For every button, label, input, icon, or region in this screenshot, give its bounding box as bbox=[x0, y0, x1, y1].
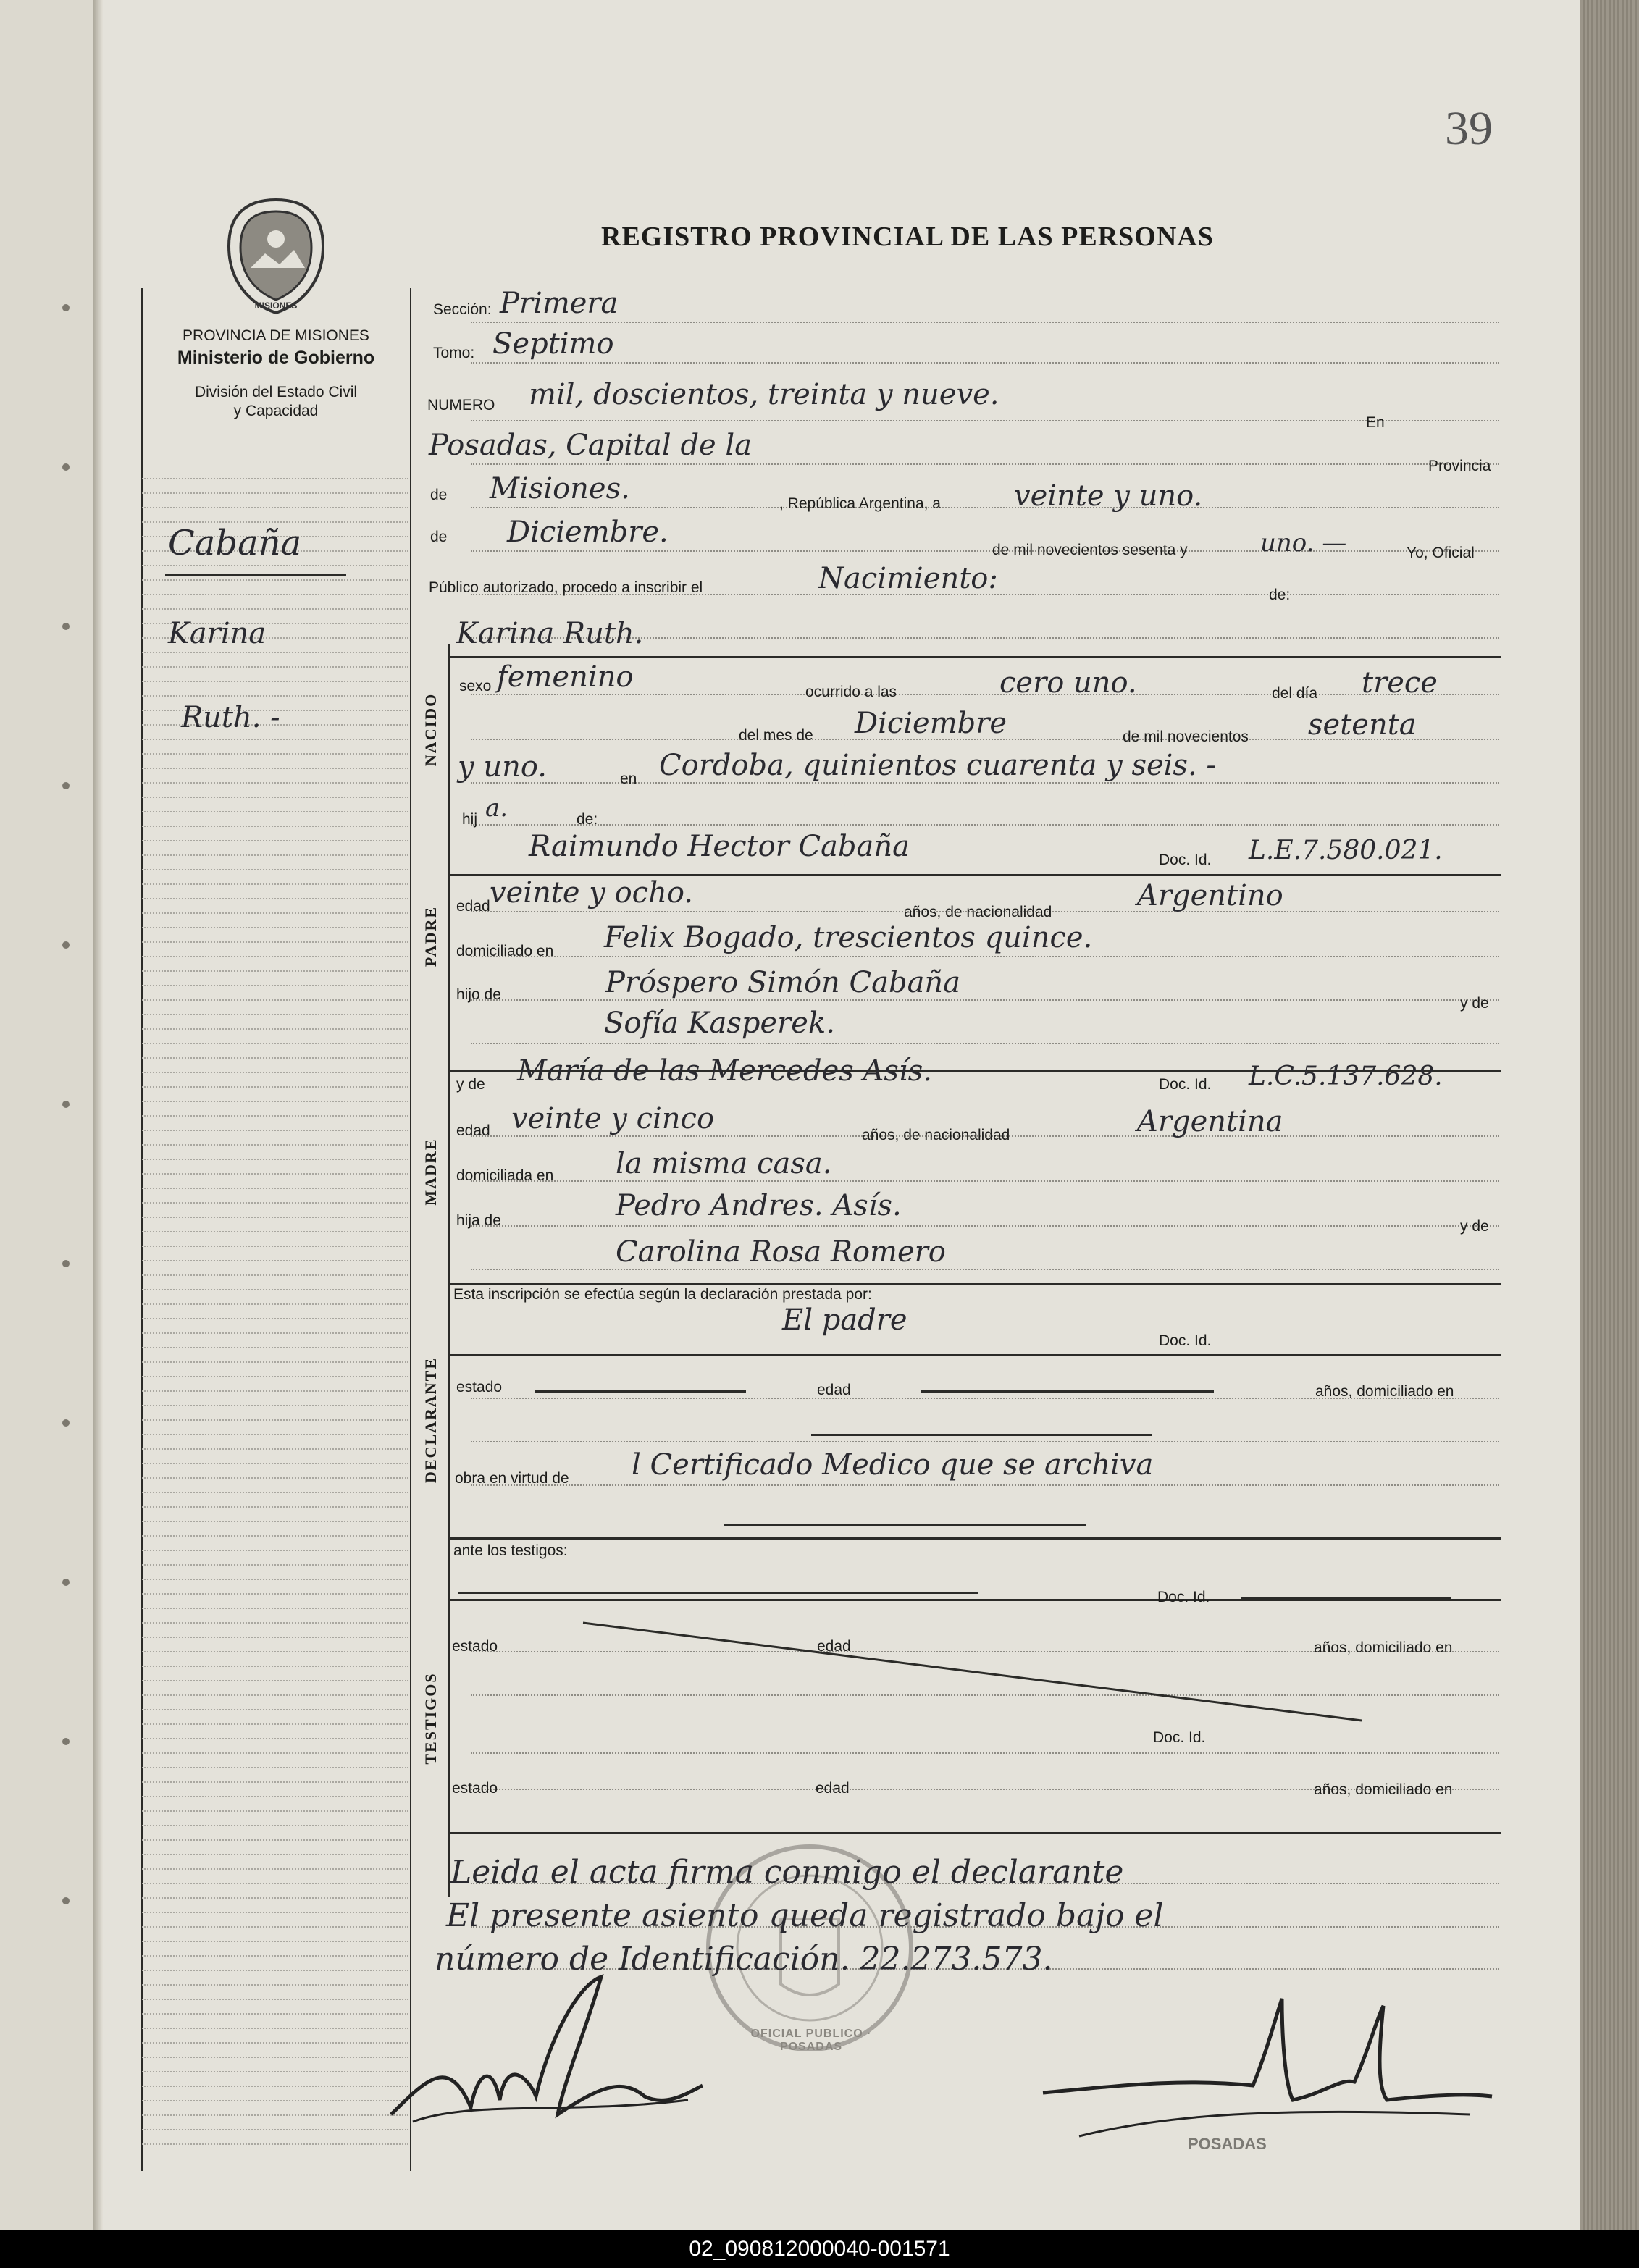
value-madre-madre: Carolina Rosa Romero bbox=[616, 1235, 946, 1269]
label-anos-dom-declarante: años, domiciliado en bbox=[1315, 1383, 1454, 1400]
label-y-de-madre-2: y de bbox=[1460, 1218, 1489, 1235]
label-y-de-padre: y de bbox=[1460, 995, 1489, 1012]
label-esta-inscripcion: Esta inscripción se efectúa según la declaración prestada por: bbox=[453, 1286, 872, 1303]
margin-rule-line bbox=[142, 492, 408, 494]
form-rule-line bbox=[471, 507, 1499, 508]
book-cover-cloth bbox=[1580, 0, 1639, 2230]
margin-rule-line bbox=[142, 1883, 408, 1884]
margin-rule-line bbox=[142, 768, 408, 769]
form-rule-line bbox=[471, 1752, 1499, 1754]
closing-note-1: Leida el acta firma conmigo el declarante bbox=[450, 1854, 1124, 1891]
margin-rule-line bbox=[142, 797, 408, 798]
margin-rule-line bbox=[142, 1550, 408, 1551]
value-padre-edad: veinte y ocho. bbox=[490, 876, 693, 910]
margin-rule-line bbox=[142, 869, 408, 870]
label-publico: Público autorizado, procedo a inscribir el bbox=[429, 579, 703, 596]
margin-rule-line bbox=[142, 1014, 408, 1015]
section-padre: PADRE bbox=[422, 905, 440, 967]
form-rule-line bbox=[471, 1441, 1499, 1442]
margin-rule-line bbox=[142, 970, 408, 972]
form-rule-line bbox=[471, 463, 1499, 465]
margin-rule-line bbox=[142, 956, 408, 957]
margin-rule-line bbox=[142, 1274, 408, 1276]
form-rule-line bbox=[471, 362, 1499, 364]
testigo1-strike bbox=[458, 1592, 978, 1594]
margin-rule-line bbox=[142, 1651, 408, 1652]
value-dia-inscripcion: veinte y uno. bbox=[1014, 479, 1203, 513]
estado-declarante-strike bbox=[535, 1390, 746, 1393]
margin-rule-line bbox=[142, 912, 408, 914]
value-tomo: Septimo bbox=[492, 327, 614, 361]
margin-rule-line bbox=[142, 1579, 408, 1580]
margin-rule-line bbox=[142, 1970, 408, 1971]
label-doc-id-declarante: Doc. Id. bbox=[1159, 1332, 1212, 1349]
stitch-hole bbox=[62, 304, 70, 311]
margin-rule-line bbox=[142, 1188, 408, 1189]
margin-rule-line bbox=[142, 1159, 408, 1160]
value-padre-padre: Próspero Simón Cabaña bbox=[605, 966, 961, 999]
image-id-footer: 02_090812000040-001571 bbox=[0, 2230, 1639, 2268]
agency-ministry: Ministerio de Gobierno bbox=[177, 348, 375, 368]
margin-surname: Cabaña bbox=[168, 523, 302, 563]
margin-rule-line bbox=[142, 1217, 408, 1218]
form-rule-line bbox=[471, 420, 1499, 421]
value-madre-edad: veinte y cinco bbox=[511, 1102, 715, 1135]
form-rule-line bbox=[471, 1225, 1499, 1227]
stitch-hole bbox=[62, 1579, 70, 1586]
label-del-dia: del día bbox=[1272, 685, 1318, 702]
value-ano-uno: y uno. bbox=[458, 750, 547, 784]
label-en: En bbox=[1366, 414, 1385, 431]
label-de-colon: de: bbox=[1269, 587, 1291, 603]
label-hij: hij bbox=[462, 811, 478, 828]
margin-rule-line bbox=[142, 2042, 408, 2044]
testigo1-doc-strike bbox=[1241, 1597, 1451, 1600]
margin-rule-line bbox=[142, 753, 408, 755]
margin-rule-line bbox=[142, 1637, 408, 1638]
label-republica: , República Argentina, a bbox=[779, 495, 941, 512]
margin-rule-line bbox=[142, 854, 408, 856]
margin-rule-line bbox=[142, 1694, 408, 1696]
declarant-signature-icon bbox=[384, 1970, 710, 2143]
margin-rule-line bbox=[142, 478, 408, 479]
value-hora: cero uno. bbox=[999, 666, 1137, 700]
label-hija-de: hija de bbox=[456, 1212, 501, 1229]
margin-rule-line bbox=[142, 1173, 408, 1175]
label-tomo: Tomo: bbox=[433, 345, 475, 361]
value-padre-doc: L.E.7.580.021. bbox=[1249, 836, 1443, 865]
margin-rule-line bbox=[142, 1303, 408, 1305]
label-doc-id-testigo2: Doc. Id. bbox=[1153, 1729, 1206, 1746]
page-number: 39 bbox=[1445, 102, 1493, 155]
margin-rule-line bbox=[142, 1752, 408, 1754]
margin-rule-line bbox=[142, 1984, 408, 1986]
label-obra-virtud: obra en virtud de bbox=[455, 1470, 569, 1487]
stitch-hole bbox=[62, 1101, 70, 1108]
label-yo-oficial: Yo, Oficial bbox=[1407, 545, 1475, 561]
margin-rule-line bbox=[142, 1535, 408, 1537]
margin-rule-line bbox=[142, 2143, 408, 2145]
label-doc-id-madre: Doc. Id. bbox=[1159, 1076, 1212, 1093]
label-de-mil-sesenta: de mil novecientos sesenta y bbox=[992, 542, 1188, 558]
seal-bottom-text: MISIONES bbox=[254, 301, 298, 311]
value-madre-nombre: María de las Mercedes Asís. bbox=[517, 1054, 932, 1088]
label-domiciliada: domiciliada en bbox=[456, 1167, 554, 1184]
value-declarante: El padre bbox=[782, 1303, 907, 1337]
value-padre-nombre: Raimundo Hector Cabaña bbox=[529, 830, 910, 863]
margin-rule-line bbox=[142, 1144, 408, 1146]
label-y-de-madre: y de bbox=[456, 1076, 485, 1093]
margin-rule-line bbox=[142, 898, 408, 899]
value-madre-padre: Pedro Andres. Asís. bbox=[616, 1189, 902, 1222]
value-lugar: Posadas, Capital de la bbox=[429, 429, 753, 462]
margin-rule-line bbox=[142, 1419, 408, 1421]
value-padre-domicilio: Felix Bogado, trescientos quince. bbox=[604, 921, 1093, 954]
margin-rule-line bbox=[142, 2013, 408, 2015]
separator-declarante-bottom bbox=[448, 1537, 1501, 1540]
margin-rule-line bbox=[142, 1332, 408, 1334]
obra-virtud-strike bbox=[724, 1524, 1086, 1526]
book-spine bbox=[93, 0, 103, 2230]
value-sexo: femenino bbox=[497, 660, 634, 694]
stitch-hole bbox=[62, 1897, 70, 1904]
label-edad-padre: edad bbox=[456, 898, 490, 915]
margin-rule-line bbox=[142, 999, 408, 1001]
value-nombre: Karina Ruth. bbox=[456, 617, 644, 650]
value-obra-virtud: l Certificado Medico que se archiva bbox=[632, 1448, 1154, 1482]
label-anos-dom-testigo2: años, domiciliado en bbox=[1314, 1781, 1453, 1798]
form-rule-line bbox=[471, 1043, 1499, 1044]
margin-rule-line bbox=[142, 1796, 408, 1797]
form-rule-line bbox=[471, 824, 1499, 826]
margin-rule-line bbox=[142, 1781, 408, 1783]
margin-column-left-border bbox=[141, 288, 143, 2171]
margin-column-right-border bbox=[410, 288, 411, 2171]
value-padre-nacionalidad: Argentino bbox=[1137, 879, 1283, 912]
form-rule-line bbox=[471, 322, 1499, 323]
label-domiciliado-padre: domiciliado en bbox=[456, 943, 554, 959]
value-numero: mil, doscientos, treinta y nueve. bbox=[529, 378, 999, 411]
margin-rule-line bbox=[142, 1941, 408, 1942]
margin-rule-line bbox=[142, 1318, 408, 1319]
closing-note-3: número de Identificación. 22.273.573. bbox=[435, 1941, 1053, 1978]
separator-testigos-bottom bbox=[448, 1832, 1501, 1834]
margin-rule-line bbox=[142, 1115, 408, 1117]
label-doc-id-padre: Doc. Id. bbox=[1159, 852, 1212, 868]
left-page-edge bbox=[0, 0, 93, 2230]
label-de-colon-2: de: bbox=[577, 811, 598, 828]
margin-rule-line bbox=[142, 1246, 408, 1247]
margin-rule-line bbox=[142, 1260, 408, 1261]
margin-rule-line bbox=[142, 782, 408, 784]
label-provincia: Provincia bbox=[1428, 458, 1491, 474]
value-domicilio-nacimiento: Cordoba, quinientos cuarenta y seis. - bbox=[659, 749, 1216, 782]
margin-rule-line bbox=[142, 1477, 408, 1479]
label-en: en bbox=[620, 770, 637, 787]
margin-rule-line bbox=[142, 1028, 408, 1030]
stitch-hole bbox=[62, 1260, 70, 1267]
label-sexo: sexo bbox=[459, 678, 492, 694]
separator-madre-bottom bbox=[448, 1283, 1501, 1285]
label-de-mil-novecientos: de mil novecientos bbox=[1123, 728, 1249, 745]
margin-rule-line bbox=[142, 1622, 408, 1624]
margin-name2: Ruth. - bbox=[181, 701, 280, 734]
label-estado-declarante: estado bbox=[456, 1379, 503, 1395]
margin-rule-line bbox=[142, 579, 408, 581]
label-anos-nac-padre: años, de nacionalidad bbox=[904, 904, 1052, 920]
agency-province: PROVINCIA DE MISIONES bbox=[183, 327, 369, 344]
margin-rule-line bbox=[142, 1043, 408, 1044]
value-ano-inscripcion: uno. — bbox=[1260, 529, 1347, 558]
margin-rule-line bbox=[142, 1390, 408, 1392]
margin-rule-line bbox=[142, 2100, 408, 2101]
margin-rule-line bbox=[142, 883, 408, 885]
section-nacido: NACIDO bbox=[422, 692, 440, 766]
label-ante-testigos: ante los testigos: bbox=[453, 1542, 568, 1559]
margin-rule-line bbox=[142, 1839, 408, 1841]
stamp-text: OFICIAL PUBLICO · POSADAS bbox=[750, 2028, 872, 2053]
value-padre-madre: Sofía Kasperek. bbox=[604, 1007, 835, 1040]
form-rule-line bbox=[471, 999, 1499, 1001]
margin-rule-line bbox=[142, 1680, 408, 1681]
margin-rule-line bbox=[142, 1608, 408, 1609]
edad-declarante-strike bbox=[921, 1390, 1214, 1393]
label-hijo-de: hijo de bbox=[456, 986, 501, 1003]
margin-rule-line bbox=[142, 1086, 408, 1088]
margin-rule-line bbox=[142, 1709, 408, 1710]
form-rule-line bbox=[471, 694, 1499, 695]
label-ocurrido: ocurrido a las bbox=[805, 684, 897, 700]
margin-rule-line bbox=[142, 1854, 408, 1855]
margin-rule-line bbox=[142, 1521, 408, 1522]
margin-rule-line bbox=[142, 652, 408, 653]
margin-rule-line bbox=[142, 1448, 408, 1450]
section-declarante: DECLARANTE bbox=[422, 1356, 440, 1483]
margin-rule-line bbox=[142, 1723, 408, 1725]
margin-rule-line bbox=[142, 1492, 408, 1493]
label-doc-id-testigo1: Doc. Id. bbox=[1157, 1589, 1210, 1605]
stitch-hole bbox=[62, 782, 70, 789]
stitch-hole bbox=[62, 1738, 70, 1745]
separator-declarante-top bbox=[448, 1354, 1501, 1356]
margin-rule-line bbox=[142, 1072, 408, 1073]
margin-rule-line bbox=[142, 985, 408, 986]
margin-rule-line bbox=[142, 1999, 408, 2000]
margin-rule-line bbox=[142, 1101, 408, 1102]
margin-rule-line bbox=[142, 2086, 408, 2087]
margin-rule-line bbox=[142, 1955, 408, 1957]
label-numero: NUMERO bbox=[427, 397, 495, 413]
section-madre: MADRE bbox=[422, 1138, 440, 1206]
margin-rule-line bbox=[142, 1506, 408, 1508]
margin-rule-line bbox=[142, 681, 408, 682]
label-de-2: de bbox=[430, 529, 448, 545]
margin-rule-line bbox=[142, 2071, 408, 2072]
margin-rule-line bbox=[142, 1767, 408, 1768]
margin-rule-line bbox=[142, 1926, 408, 1928]
stitch-hole bbox=[62, 623, 70, 630]
margin-rule-line bbox=[142, 811, 408, 812]
value-acto: Nacimiento: bbox=[818, 562, 998, 595]
closing-note-2: El presente asiento queda registrado bajo el bbox=[446, 1897, 1164, 1934]
margin-name1: Karina bbox=[168, 617, 267, 650]
margin-rule-line bbox=[142, 1434, 408, 1435]
stitch-hole bbox=[62, 1419, 70, 1427]
margin-rule-line bbox=[142, 507, 408, 508]
label-estado-testigo2: estado bbox=[452, 1780, 498, 1797]
agency-division-1: División del Estado Civil bbox=[194, 384, 358, 400]
margin-rule-line bbox=[142, 1666, 408, 1667]
margin-rule-line bbox=[142, 2057, 408, 2058]
label-edad-madre: edad bbox=[456, 1122, 490, 1139]
value-hij: a. bbox=[485, 794, 508, 823]
form-rule-line bbox=[471, 1180, 1499, 1182]
margin-rule-line bbox=[142, 1825, 408, 1826]
margin-rule-line bbox=[142, 941, 408, 943]
stitch-hole bbox=[62, 463, 70, 471]
margin-rule-line bbox=[142, 840, 408, 841]
value-mes: Diciembre bbox=[855, 707, 1007, 740]
label-de-1: de bbox=[430, 487, 448, 503]
value-seccion: Primera bbox=[500, 287, 619, 320]
margin-rule-line bbox=[142, 1897, 408, 1899]
label-anos-dom-testigo1: años, domiciliado en bbox=[1314, 1639, 1453, 1656]
testigos-cancel-stroke bbox=[579, 1619, 1369, 1728]
stamp-text-2: POSADAS bbox=[1188, 2135, 1267, 2153]
value-mes-inscripcion: Diciembre. bbox=[507, 516, 668, 549]
margin-rule-line bbox=[142, 565, 408, 566]
margin-rule-line bbox=[142, 1361, 408, 1363]
margin-rule-line bbox=[142, 608, 408, 610]
separator-nacido-top bbox=[448, 656, 1501, 658]
domicilio-declarante-strike bbox=[811, 1434, 1152, 1436]
value-madre-nacionalidad: Argentina bbox=[1137, 1105, 1283, 1138]
value-provincia: Misiones. bbox=[490, 472, 630, 505]
value-madre-doc: L.C.5.137.628. bbox=[1249, 1062, 1443, 1091]
form-rule-line bbox=[471, 1484, 1499, 1486]
margin-rule-line bbox=[142, 1564, 408, 1566]
margin-rule-line bbox=[142, 1202, 408, 1204]
margin-rule-line bbox=[142, 666, 408, 668]
label-del-mes: del mes de bbox=[739, 727, 813, 744]
margin-rule-line bbox=[142, 739, 408, 740]
form-rule-line bbox=[471, 1269, 1499, 1270]
margin-rule-line bbox=[142, 1057, 408, 1059]
margin-rule-line bbox=[142, 594, 408, 595]
value-madre-domicilio: la misma casa. bbox=[616, 1147, 832, 1180]
value-dia: trece bbox=[1362, 666, 1438, 700]
section-column-border bbox=[448, 644, 450, 1897]
label-edad-declarante: edad bbox=[817, 1382, 851, 1398]
section-testigos: TESTIGOS bbox=[422, 1672, 440, 1765]
margin-rule-line bbox=[142, 1810, 408, 1812]
margin-rule-line bbox=[142, 2129, 408, 2130]
margin-surname-underline bbox=[165, 574, 346, 576]
margin-rule-line bbox=[142, 1130, 408, 1131]
label-edad-testigo2: edad bbox=[816, 1780, 850, 1797]
margin-rule-line bbox=[142, 1593, 408, 1595]
margin-rule-line bbox=[142, 1347, 408, 1348]
margin-rule-line bbox=[142, 1289, 408, 1290]
margin-rule-line bbox=[142, 1868, 408, 1870]
margin-rule-line bbox=[142, 927, 408, 928]
value-anos: setenta bbox=[1308, 708, 1417, 742]
margin-rule-line bbox=[142, 1405, 408, 1406]
margin-rule-line bbox=[142, 1376, 408, 1377]
label-seccion: Sección: bbox=[433, 301, 492, 318]
label-anos-nac-madre: años, de nacionalidad bbox=[862, 1127, 1010, 1143]
official-signature-icon bbox=[1036, 1991, 1499, 2158]
label-edad-testigo1: edad bbox=[817, 1638, 851, 1655]
margin-rule-line bbox=[142, 1912, 408, 1913]
stitch-hole bbox=[62, 941, 70, 949]
margin-rule-line bbox=[142, 1231, 408, 1232]
margin-rule-line bbox=[142, 695, 408, 697]
label-estado-testigo1: estado bbox=[452, 1638, 498, 1655]
form-rule-line bbox=[471, 956, 1499, 957]
margin-rule-line bbox=[142, 1738, 408, 1739]
registry-title: REGISTRO PROVINCIAL DE LAS PERSONAS bbox=[601, 222, 1214, 252]
margin-rule-line bbox=[142, 826, 408, 827]
margin-rule-line bbox=[142, 2028, 408, 2029]
margin-rule-line bbox=[142, 2114, 408, 2116]
agency-division-2: y Capacidad bbox=[233, 403, 319, 419]
margin-rule-line bbox=[142, 1463, 408, 1464]
